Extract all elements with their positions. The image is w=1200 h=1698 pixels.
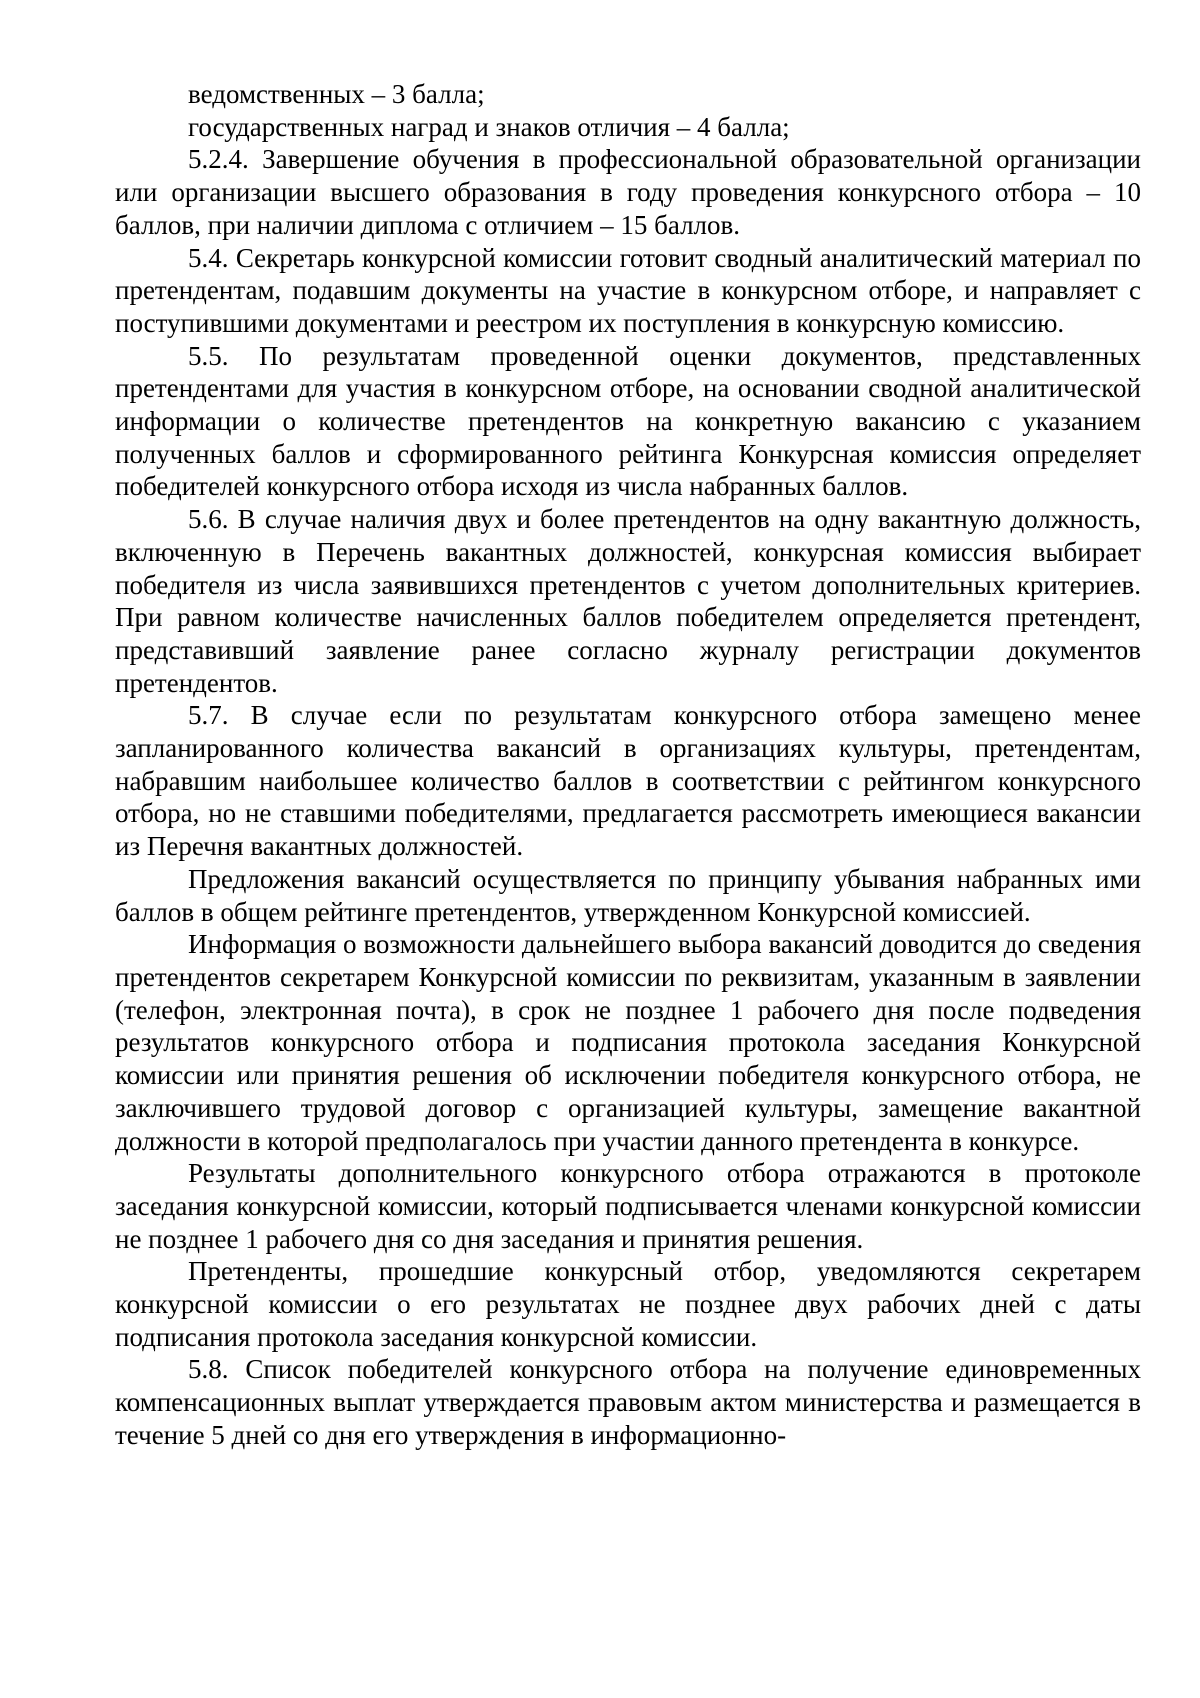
paragraph: 5.8. Список победителей конкурсного отбора на получение единовременных компенсационных выплат утверждается правовым актом министерства и размещается в течение 5 дней со дня его утверждения в информационно- (115, 1354, 1141, 1450)
paragraph: Претенденты, прошедшие конкурсный отбор, уведомляются секретарем конкурсной комиссии о его результатах не позднее двух рабочих дней с даты подписания протокола заседания конкурсной комиссии. (115, 1256, 1141, 1352)
document-text (115, 78, 1141, 1452)
paragraph: 5.2.4. Завершение обучения в профессиональной образовательной организации или организации высшего образования в году проведения конкурсного отбора – 10 баллов, при наличии диплома с отличием – 15 баллов. (115, 144, 1141, 240)
paragraph: Результаты дополнительного конкурсного отбора отражаются в протоколе заседания конкурсной комиссии, который подписывается членами конкурсной комиссии не позднее 1 рабочего дня со дня заседания и принятия решения. (115, 1158, 1141, 1254)
paragraph: ведомственных – 3 балла; (188, 79, 485, 109)
paragraph: 5.4. Секретарь конкурсной комиссии готовит сводный аналитический материал по претендентам, подавшим документы на участие в конкурсном отборе, и направляет с поступившими документами и реестром их поступления в конкурсную комиссию. (115, 242, 1141, 338)
paragraph: Предложения вакансий осуществляется по принципу убывания набранных ими баллов в общем рейтинге претендентов, утвержденном Конкурсной комиссией. (115, 863, 1141, 927)
paragraph: 5.5. По результатам проведенной оценки документов, представленных претендентами для участия в конкурсном отборе, на основании сводной аналитической информации о количестве претендентов на конкретную вакансию с указанием полученных баллов и сформированного рейтинга Конкурсная комиссия определяет победителей конкурсного отбора исходя из числа набранных баллов. (115, 340, 1141, 502)
paragraph: 5.7. В случае если по результатам конкурсного отбора замещено менее запланированного количества вакансий в организациях культуры, претендентам, набравшим наибольшее количество баллов в соответствии с рейтингом конкурсного отбора, но не ставшими победителями, предлагается рассмотреть имеющиеся вакансии из Перечня вакантных должностей. (115, 700, 1141, 862)
paragraph: 5.6. В случае наличия двух и более претендентов на одну вакантную должность, включенную в Перечень вакантных должностей, конкурсная комиссия выбирает победителя из числа заявившихся претендентов с учетом дополнительных критериев. При равном количестве начисленных баллов победителем определяется претендент, представивший заявление ранее согласно журналу регистрации документов претендентов. (115, 504, 1141, 698)
paragraph: государственных наград и знаков отличия – 4 балла; (188, 111, 790, 142)
paragraph: Информация о возможности дальнейшего выбора вакансий доводится до сведения претендентов секретарем Конкурсной комиссии по реквизитам, указанным в заявлении (телефон, электронная почта), в срок не позднее 1 рабочего дня после подведения результатов конкурсного отбора и подписания протокола заседания Конкурсной комиссии или принятия решения об исключении победителя конкурсного отбора, не заключившего трудовой договор с организацией культуры, замещение вакантной должности в которой предполагалось при участии данного претендента в конкурсе. (115, 929, 1141, 1156)
